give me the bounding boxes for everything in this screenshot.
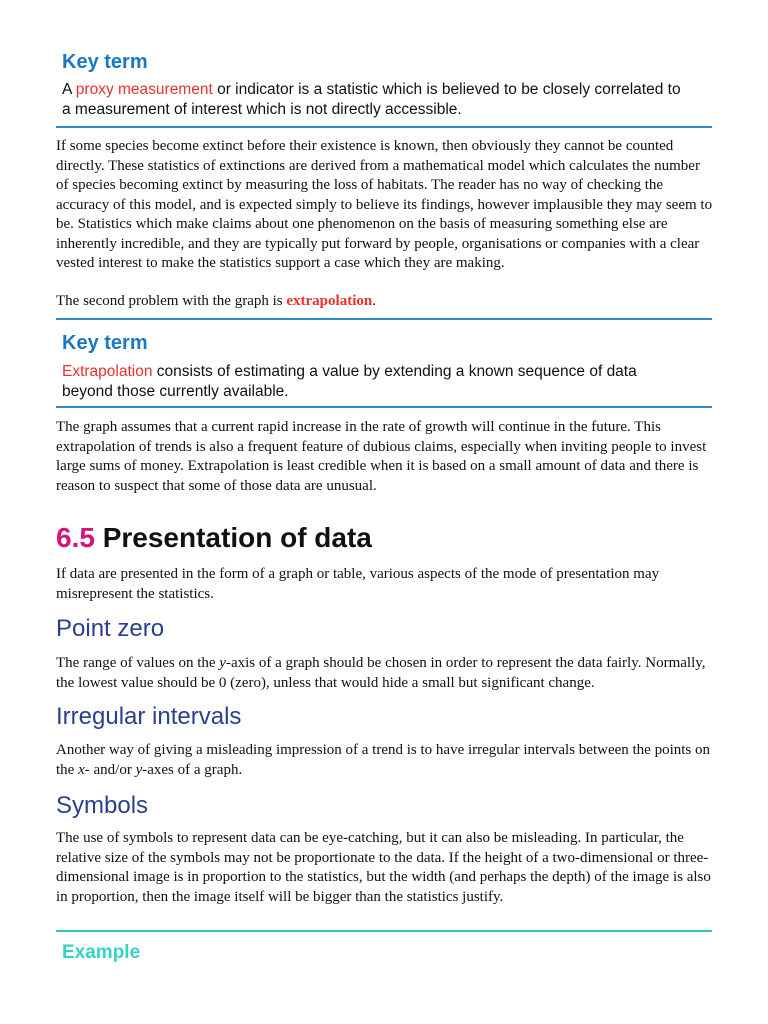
subheading-symbols: Symbols <box>56 792 149 819</box>
keyterm2-line1: consists of estimating a value by extending a known sequence of data <box>152 363 637 380</box>
keyterm-heading-extrapolation: Key term <box>62 332 148 354</box>
keyterm-definition-extrapolation <box>62 362 722 401</box>
subheading-point-zero: Point zero <box>56 615 165 642</box>
section-title: Presentation of data <box>94 522 372 553</box>
irregular-text-c: -axes of a graph. <box>142 761 243 778</box>
paragraph-symbols: The use of symbols to represent data can be eye-catching, but it can also be misleading. In particular, the relative size of the symbols may not be proportionate to the data. If the height of a two-dimensional or three-dimensional image is in proportion to the statistics, but the width (and perhaps the depth) of the image is also in proportion, then the image itself will be bigger than the statistics justify. <box>56 830 711 905</box>
body-paragraph-extrapolation-intro <box>56 292 716 312</box>
keyterm-heading-proxy: Key term <box>62 51 148 73</box>
irregular-axis-x: x <box>78 761 85 778</box>
section-number: 6.5 <box>56 522 95 553</box>
body-paragraph-extinction: If some species become extinct before their existence is known, then obviously they cannot be counted directly. These statistics of extinctions are derived from a mathematical model which calculates the number of species becoming extinct by measuring the loss of habitats. The reader has no way of checking the accuracy of this model, and is expected simply to believe its findings, however implausible they may seem to be. Statistics which make claims about one phenomenon on the basis of measuring something else are inherently incredible, and they are typically put forward by people, organisations or companies with a clear vested interest to make the statistics support a case which they are making. <box>56 138 713 271</box>
keyterm-line2: a measurement of interest which is not directly accessible. <box>62 100 462 118</box>
para2-text: The second problem with the graph is <box>56 293 287 309</box>
keyterm-term-extrapolation: Extrapolation <box>62 363 153 380</box>
keyterm-divider <box>56 318 712 320</box>
paragraph-point-zero <box>56 654 716 693</box>
body-paragraph-graph-assumes: The graph assumes that a current rapid increase in the rate of growth will continue in the future. This extrapolation of trends is also a frequent feature of dubious claims, especially when inviting people to invest large sums of money. Extrapolation is least credible when it is based on a small amount of data and there is reason to suspect that some of those data are unusual. <box>56 419 707 494</box>
example-divider <box>56 930 712 932</box>
paragraph-irregular-intervals <box>56 741 716 780</box>
keyterm-line1: or indicator is a statistic which is believed to be closely correlated to <box>212 81 681 98</box>
point-zero-text-b: -axis of a graph should be chosen in order to represent the data fairly. Normally, the lowest value should be 0 (zero), unless that would hide a small but significant change. <box>56 655 706 691</box>
keyterm-term-proxy: proxy measurement <box>75 81 213 98</box>
irregular-text-b: - and/or <box>84 761 136 778</box>
para2-end: . <box>372 293 376 309</box>
point-zero-text-a: The range of values on the <box>56 655 220 671</box>
subheading-irregular-intervals: Irregular intervals <box>56 703 242 730</box>
para2-highlight: extrapolation <box>286 293 373 309</box>
keyterm-definition-proxy <box>62 80 722 119</box>
keyterm-divider <box>56 406 712 408</box>
keyterm2-line2: beyond those currently available. <box>62 382 289 400</box>
keyterm-prefix: A <box>62 81 76 98</box>
keyterm-divider <box>56 126 712 128</box>
section-heading <box>56 522 372 554</box>
section-intro: If data are presented in the form of a graph or table, various aspects of the mode of presentation may misrepresent the statistics. <box>56 566 660 602</box>
point-zero-axis: y <box>219 655 226 671</box>
irregular-axis-y: y <box>135 761 143 778</box>
irregular-text-a: Another way of giving a misleading impression of a trend is to have irregular intervals between the points on the <box>56 742 711 778</box>
example-heading: Example <box>62 942 141 963</box>
